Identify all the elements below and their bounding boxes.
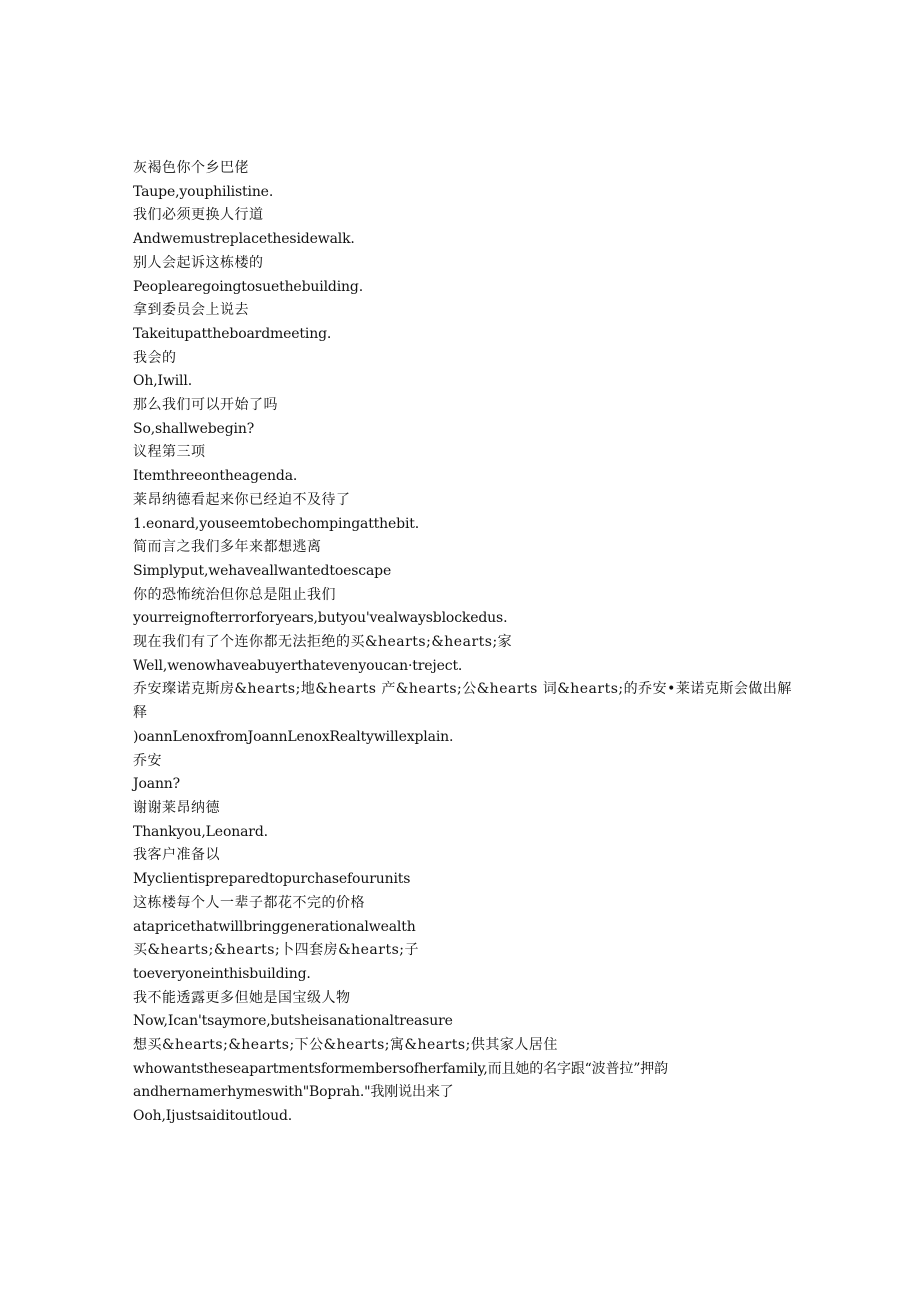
- transcript-line: Itemthreeontheagenda.: [133, 468, 298, 485]
- transcript-line: Peoplearegoingtosuethebuilding.: [133, 278, 364, 295]
- transcript-line: 1.eonard,youseemtobechompingatthebit.: [133, 515, 420, 532]
- transcript-line: yourreignofterrorforyears,butyou'vealwaysblockedus.: [133, 610, 508, 627]
- transcript-line: andhernamerhymeswith"Boprah."我刚说出来了: [133, 1084, 454, 1101]
- transcript-line: 别人会起诉这栋楼的: [133, 254, 264, 271]
- transcript-line: Ooh,Ijustsaiditoutloud.: [133, 1108, 293, 1125]
- transcript-line: Well,wenowhaveabuyerthatevenyoucan·treject.: [133, 657, 463, 674]
- transcript-line: Takeitupattheboardmeeting.: [133, 325, 332, 342]
- transcript-line: Myclientispreparedtopurchasefourunits: [133, 871, 411, 888]
- transcript-line: 你的恐怖统治但你总是阻止我们: [133, 586, 336, 603]
- transcript-line: 我们必须更换人行道: [133, 207, 264, 224]
- transcript-line: Oh,Iwill.: [133, 373, 192, 390]
- transcript-line: 谢谢莱昂纳德: [133, 799, 220, 816]
- transcript-line: 买&hearts;&hearts;卜四套房&hearts;子: [133, 942, 419, 959]
- transcript-line: 简而言之我们多年来都想逃离: [133, 539, 322, 556]
- transcript-line: 灰褐色你个乡巴佬: [133, 160, 249, 176]
- transcript-line: 拿到委员会上说去: [133, 302, 249, 319]
- transcript-line: Simplyput,wehaveallwantedtoescape: [133, 562, 392, 579]
- transcript-line: Andwemustreplacethesidewalk.: [133, 231, 355, 248]
- transcript-line: )oannLenoxfromJoannLenoxRealtywillexplain.: [133, 728, 454, 745]
- transcript-line: 那么我们可以开始了吗: [133, 397, 278, 414]
- transcript-line: 乔安璨诺克斯房&hearts;地&hearts 产&hearts;公&hearts 词&hearts;的乔安•莱诺克斯会做出解释: [133, 681, 792, 722]
- transcript-document: [133, 157, 793, 1129]
- transcript-line: atapricethatwillbringgenerationalwealth: [133, 918, 416, 935]
- transcript-line: 现在我们有了个连你都无法拒绝的买&hearts;&hearts;家: [133, 634, 513, 651]
- transcript-line: Taupe,youphilistine.: [133, 183, 274, 200]
- transcript-line: toeveryoneinthisbuilding.: [133, 965, 311, 982]
- transcript-line: 我会的: [133, 349, 177, 366]
- transcript-line: Thankyou,Leonard.: [133, 823, 268, 840]
- transcript-line: 议程第三项: [133, 444, 206, 461]
- transcript-line: 想买&hearts;&hearts;下公&hearts;寓&hearts;供其家人居住: [133, 1037, 558, 1054]
- transcript-line: 乔安: [133, 752, 162, 769]
- transcript-line: 我客户准备以: [133, 847, 220, 864]
- transcript-line: So,shallwebegin?: [133, 420, 255, 437]
- transcript-line: Now,Ican'tsaymore,butsheisanationaltreasure: [133, 1013, 453, 1030]
- transcript-line: 我不能透露更多但她是国宝级人物: [133, 989, 351, 1006]
- transcript-line: Joann?: [133, 776, 181, 793]
- transcript-line: 莱昂纳德看起来你已经迫不及待了: [133, 491, 351, 508]
- transcript-line: whowantstheseapartmentsformembersofherfamily,而且她的名字跟“波普拉”押韵: [133, 1060, 668, 1077]
- transcript-line: 这栋楼每个人一辈子都花不完的价格: [133, 894, 365, 911]
